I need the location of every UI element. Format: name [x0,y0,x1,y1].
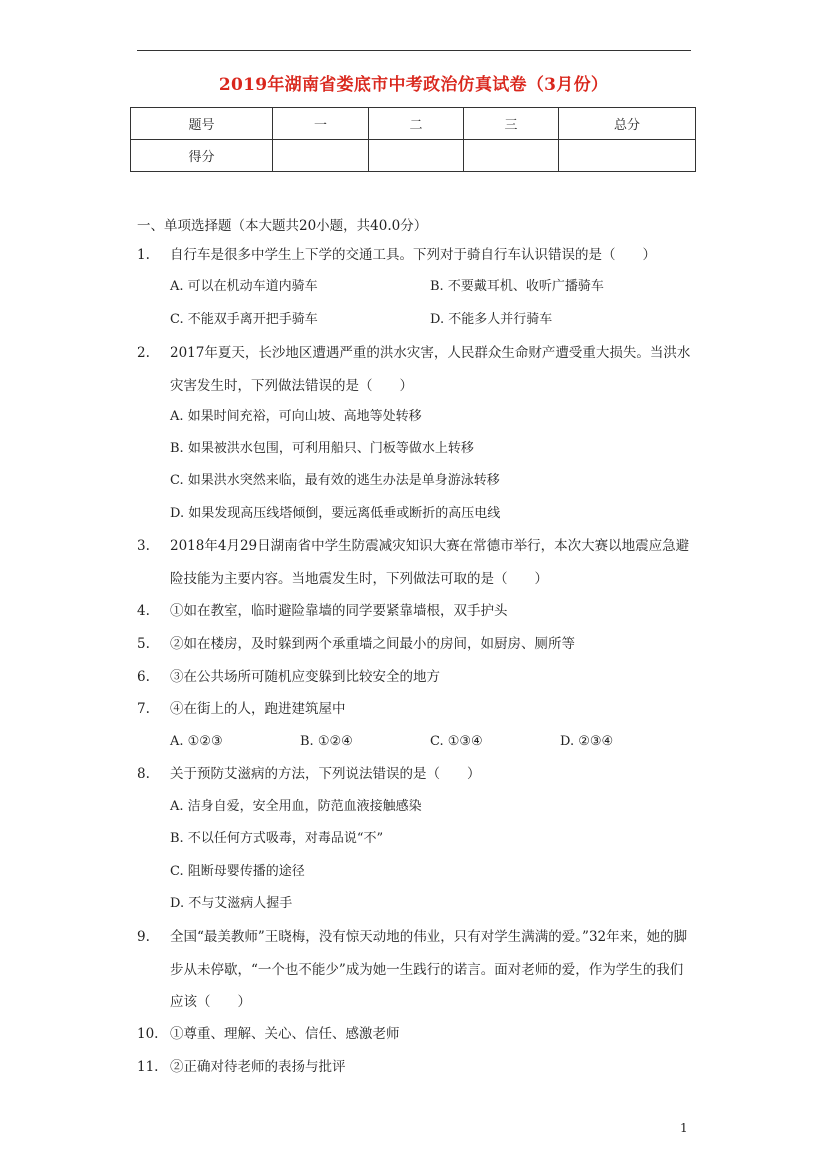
question-number: 3. [137,538,150,554]
question-number: 8. [137,766,150,782]
page-title: 2019年湖南省娄底市中考政治仿真试卷（3月份） [218,75,609,95]
score-cell-label: 得分 [131,140,273,172]
question-text: ④在街上的人，跑进建筑屋中 [170,701,346,717]
question-2-option-a[interactable]: A. 如果时间充裕，可向山坡、高地等处转移 [170,409,422,424]
header-cell-part2: 二 [369,108,464,140]
score-table-score-row [131,140,696,172]
question-1-option-a[interactable]: A. 可以在机动车道内骑车 [170,279,318,294]
score-table-header-row [131,108,696,140]
question-number: 7. [137,701,150,717]
question-8-option-c[interactable]: C. 阻断母婴传播的途径 [170,864,305,879]
question-1-option-d[interactable]: D. 不能多人并行骑车 [430,312,553,327]
question-text: ③在公共场所可随机应变躲到比较安全的地方 [170,669,440,685]
score-table [130,107,696,172]
score-cell-total[interactable] [559,140,696,172]
question-8-option-d[interactable]: D. 不与艾滋病人握手 [170,896,293,911]
question-text: ②如在楼房，及时躲到两个承重墙之间最小的房间，如厨房、厕所等 [170,636,575,652]
question-1-option-c[interactable]: C. 不能双手离开把手骑车 [170,312,318,327]
header-rule [137,50,691,51]
question-7-option-a[interactable]: A. ①②③ [170,734,223,749]
header-cell-part1: 一 [273,108,369,140]
question-text: ①尊重、理解、关心、信任、感激老师 [170,1026,400,1042]
question-text: 关于预防艾滋病的方法，下列说法错误的是（ ） [170,766,481,782]
question-text: 2017年夏天，长沙地区遭遇严重的洪水灾害，人民群众生命财产遭受重大损失。当洪水灾害发生时，下列做法错误的是（ ） [170,345,691,394]
question-number: 6. [137,669,150,685]
question-number: 5. [137,636,150,652]
score-cell-part3[interactable] [464,140,559,172]
question-number: 1. [137,247,150,263]
header-cell-number: 题号 [131,108,273,140]
question-8-option-b[interactable]: B. 不以任何方式吸毒，对毒品说“不” [170,831,384,846]
question-text: 自行车是很多中学生上下学的交通工具。下列对于骑自行车认识错误的是（ ） [170,247,656,263]
question-number: 10. [137,1026,159,1042]
question-text: 全国“最美教师”王晓梅，没有惊天动地的伟业，只有对学生满满的爱。”32年来，她的脚步从未停歇，“一个也不能少”成为她一生践行的诺言。面对老师的爱，作为学生的我们应该（ ） [170,929,688,1010]
header-cell-total: 总分 [559,108,696,140]
question-2-option-c[interactable]: C. 如果洪水突然来临，最有效的逃生办法是单身游泳转移 [170,473,500,488]
question-2-option-d[interactable]: D. 如果发现高压线塔倾倒，要远离低垂或断折的高压电线 [170,506,501,521]
question-text: 2018年4月29日湖南省中学生防震减灾知识大赛在常德市举行，本次大赛以地震应急避险技能为主要内容。当地震发生时，下列做法可取的是（ ） [170,538,690,587]
question-8-option-a[interactable]: A. 洁身自爱，安全用血，防范血液接触感染 [170,799,422,814]
question-number: 11. [137,1059,159,1075]
score-cell-part2[interactable] [369,140,464,172]
question-text: ①如在教室，临时避险靠墙的同学要紧靠墙根，双手护头 [170,603,508,619]
question-number: 2. [137,345,150,361]
question-number: 4. [137,603,150,619]
section-heading: 一、单项选择题（本大题共20小题，共40.0分） [137,218,428,234]
question-1-option-b[interactable]: B. 不要戴耳机、收听广播骑车 [430,279,604,294]
score-cell-part1[interactable] [273,140,369,172]
question-number: 9. [137,929,150,945]
question-text: ②正确对待老师的表扬与批评 [170,1059,346,1075]
question-2-option-b[interactable]: B. 如果被洪水包围，可利用船只、门板等做水上转移 [170,441,474,456]
question-7-option-b[interactable]: B. ①②④ [300,734,353,749]
header-cell-part3: 三 [464,108,559,140]
question-7-option-d[interactable]: D. ②③④ [560,734,614,749]
page-number: 1 [680,1121,688,1135]
question-7-option-c[interactable]: C. ①③④ [430,734,483,749]
